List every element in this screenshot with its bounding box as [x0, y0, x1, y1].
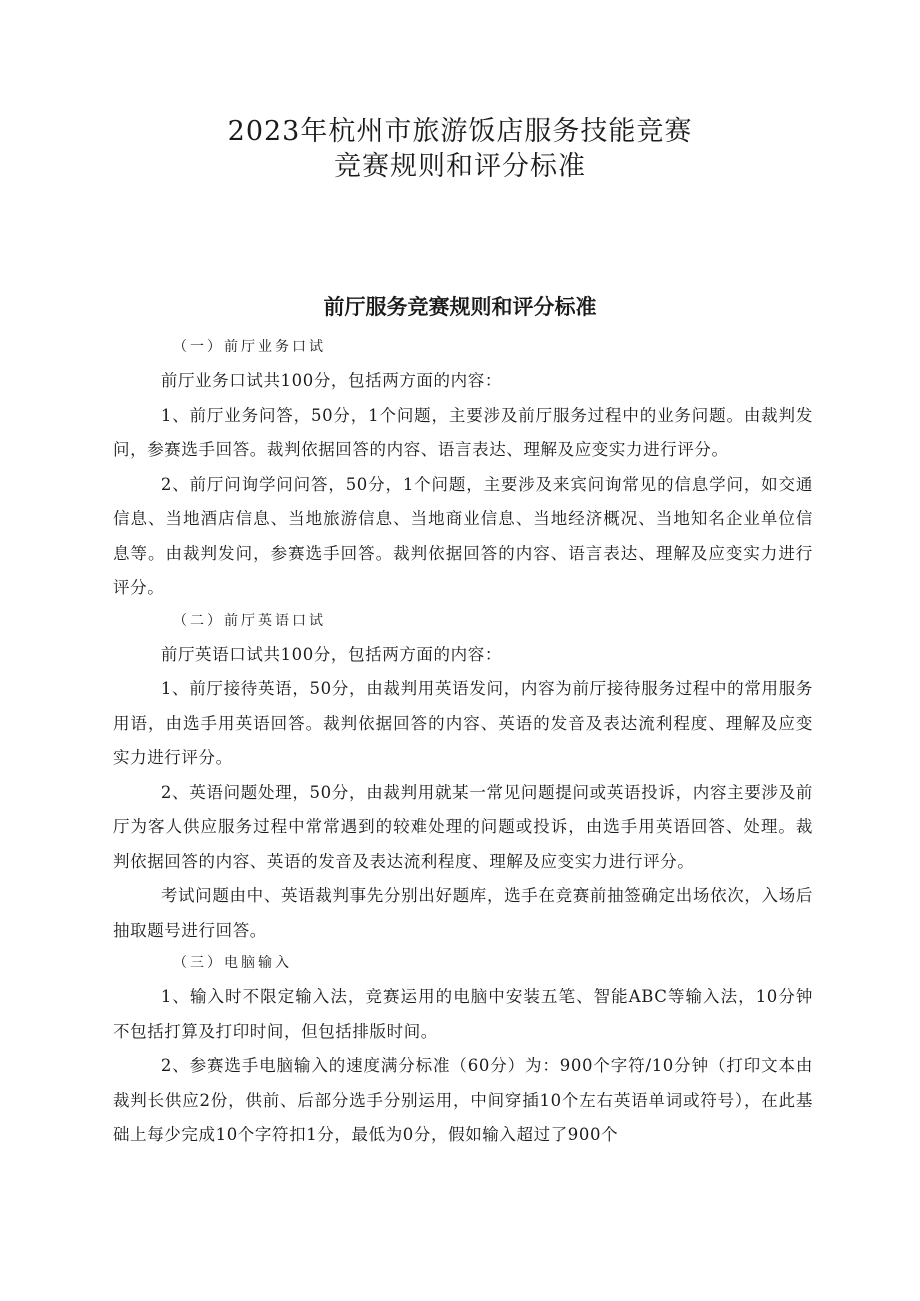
paragraph: 1、输入时不限定输入法，竞赛运用的电脑中安装五笔、智能ABC等输入法，10分钟不包括打算及打印时间，但包括排版时间。 [113, 987, 813, 1041]
paragraph: 1、前厅业务问答，50分，1个问题，主要涉及前厅服务过程中的业务问题。由裁判发问，参赛选手回答。裁判依据回答的内容、语言表达、理解及应变实力进行评分。 [113, 405, 813, 459]
subheading-oral-business: （一）前厅业务口试 [173, 339, 326, 355]
paragraph: 1、前厅接待英语，50分，由裁判用英语发问，内容为前厅接待服务过程中的常用服务用语，由选手用英语回答。裁判依据回答的内容、英语的发音及表达流利程度、理解及应变实力进行评分。 [113, 679, 813, 767]
subheading-computer-input: （三）电脑输入 [173, 955, 292, 971]
paragraph: 前厅业务口试共100分，包括两方面的内容： [160, 371, 502, 390]
paragraph: 前厅英语口试共100分，包括两方面的内容： [160, 644, 502, 664]
paragraph: 2、参赛选手电脑输入的速度满分标准（60分）为：900个字符/10分钟（打印文本由裁判长供应2份，供前、后部分选手分别运用，中间穿插10个左右英语单词或符号），在此基础上每少完成10个字符扣1分，最低为0分，假如输入超过了900个 [113, 1056, 813, 1144]
subheading-oral-english: （二）前厅英语口试 [173, 612, 326, 629]
paragraph: 考试问题由中、英语裁判事先分别出好题库，选手在竞赛前抽签确定出场依次，入场后抽取题号进行回答。 [113, 886, 813, 940]
document-body [113, 332, 813, 1153]
section-heading: 前厅服务竞赛规则和评分标准 [323, 295, 597, 319]
document-title-line-1: 2023年杭州市旅游饭店服务技能竞赛 [227, 116, 693, 147]
document-title-line-2: 竞赛规则和评分标准 [334, 151, 586, 182]
paragraph: 2、英语问题处理，50分，由裁判用就某一常见问题提问或英语投诉，内容主要涉及前厅为客人供应服务过程中常常遇到的较难处理的问题或投诉，由选手用英语回答、处理。裁判依据回答的内容、英语的发音及表达流利程度、理解及应变实力进行评分。 [113, 782, 813, 871]
paragraph: 2、前厅问询学问问答，50分，1个问题，主要涉及来宾问询常见的信息学问，如交通信息、当地酒店信息、当地旅游信息、当地商业信息、当地经济概况、当地知名企业单位信息等。由裁判发问，参赛选手回答。裁判依据回答的内容、语言表达、理解及应变实力进行评分。 [113, 474, 813, 597]
